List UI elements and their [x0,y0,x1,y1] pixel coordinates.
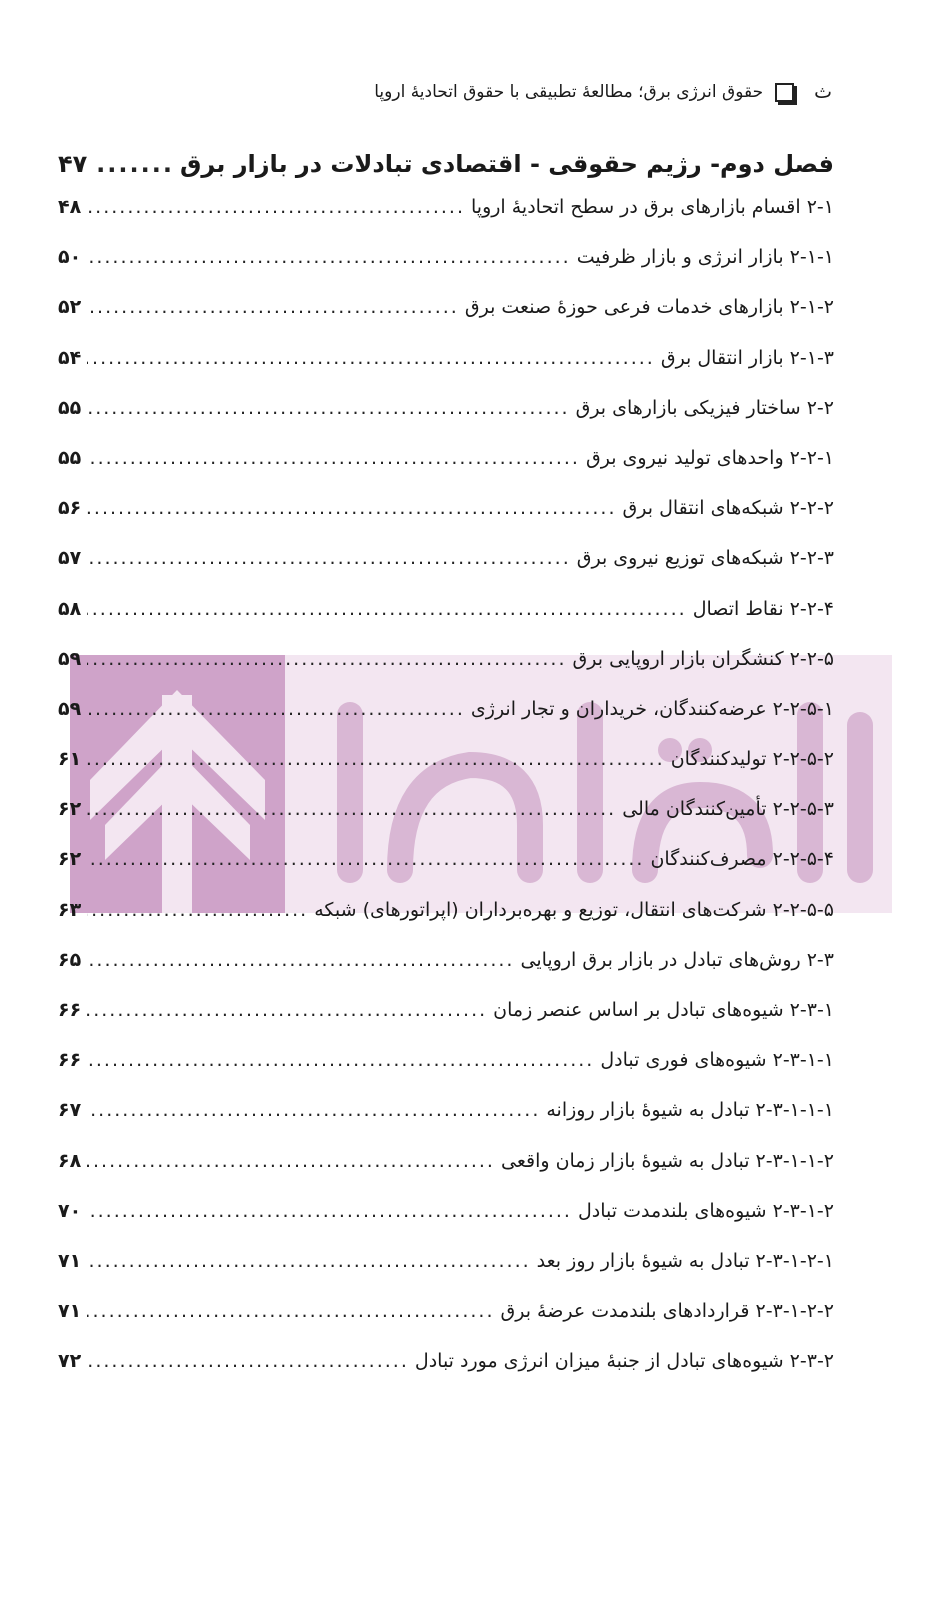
entry-page-number: ۶۸ [58,1149,82,1172]
entry-page-number: ۶۲ [58,848,82,871]
toc-entry [58,798,834,848]
dot-leader [87,497,616,519]
toc-entry [58,648,834,698]
entry-page-number: ۵۵ [58,446,82,469]
entry-title: ۲-۳-۱-۱-۲ تبادل به شیوهٔ بازار زمان واقعی [500,1149,834,1172]
entry-title: ۲-۲-۵-۳ تأمین‌کنندگان مالی [622,798,834,821]
entry-title: ۲-۲-۱ واحدهای تولید نیروی برق [585,446,834,469]
entry-page-number: ۵۵ [58,396,82,419]
square-icon [775,83,794,102]
dot-leader [87,1300,494,1322]
book-title: حقوق انرژی برق؛ مطالعهٔ تطبیقی با حقوق اتحادیهٔ اروپا [374,82,764,102]
toc-entry [58,246,834,296]
dot-leader [87,1049,594,1071]
toc-entry [58,1099,834,1149]
toc-entry [58,397,834,447]
toc-entry [58,1250,834,1300]
dot-leader [87,196,465,218]
toc-entry [58,196,834,246]
dot-leader [87,798,616,820]
entry-title: ۲-۲-۵ کنشگران بازار اروپایی برق [572,647,834,670]
entry-title: ۲-۳-۱-۲-۲ قراردادهای بلندمدت عرضهٔ برق [500,1300,834,1323]
entry-page-number: ۶۵ [58,948,82,971]
entry-title: ۲-۳-۱-۱ شیوه‌های فوری تبادل [600,1049,834,1072]
toc-entry [58,949,834,999]
page-letter: ث [814,81,832,103]
entry-title: ۲-۳ روش‌های تبادل در بازار برق اروپایی [520,948,834,971]
dot-leader [87,698,465,720]
dot-leader [87,1099,540,1121]
entry-page-number: ۶۶ [58,1049,82,1072]
dot-leader [87,447,580,469]
toc-entry [58,1300,834,1350]
dot-leader [87,547,571,569]
toc-entry [58,347,834,397]
entry-page-number: ۶۷ [58,1099,82,1122]
chapter-page-number: ۴۷ [58,150,88,178]
dot-leader [87,949,514,971]
dot-leader [87,347,655,369]
entry-page-number: ۵۰ [58,246,82,269]
entry-title: ۲-۱-۲ بازارهای خدمات فرعی حوزهٔ صنعت برق [464,296,834,319]
entry-title: ۲-۲-۵-۱ عرضه‌کنندگان، خریداران و تجار انرژی [470,697,834,720]
entry-title: ۲-۳-۲ شیوه‌های تبادل از جنبهٔ میزان انرژی مورد تبادل [414,1350,834,1373]
entry-page-number: ۶۲ [58,798,82,821]
dot-leader [87,899,308,921]
entry-title: ۲-۲ ساختار فیزیکی بازارهای برق [575,396,834,419]
entry-title: ۲-۲-۳ شبکه‌های توزیع نیروی برق [576,547,834,570]
entry-title: ۲-۱-۱ بازار انرژی و بازار ظرفیت [576,246,834,269]
dot-leader [87,598,686,620]
entry-title: ۲-۲-۵-۵ شرکت‌های انتقال، توزیع و بهره‌برداران (اپراتورهای) شبکه [314,898,834,921]
entry-page-number: ۵۸ [58,597,82,620]
dot-leader [93,150,174,178]
entry-page-number: ۵۹ [58,647,82,670]
entry-title: ۲-۱ اقسام بازارهای برق در سطح اتحادیهٔ اروپا [471,196,834,218]
entry-page-number: ۷۰ [58,1199,82,1222]
toc-entry [58,296,834,346]
toc-entry [58,447,834,497]
entry-page-number: ۵۴ [58,346,82,369]
dot-leader [87,246,571,268]
toc-entry [58,1200,834,1250]
entry-title: ۲-۲-۵-۲ تولیدکنندگان [670,748,834,771]
entry-page-number: ۷۲ [58,1350,82,1373]
entry-title: ۲-۲-۲ شبکه‌های انتقال برق [622,497,834,520]
toc-entry [58,1350,834,1400]
entry-title: ۲-۲-۴ نقاط اتصال [692,597,834,620]
toc-entry [58,598,834,648]
entry-page-number: ۷۱ [58,1300,82,1323]
toc-entry [58,848,834,898]
entry-title: ۲-۳-۱-۲ شیوه‌های بلندمدت تبادل [577,1199,834,1222]
toc-entry [58,1049,834,1099]
entry-page-number: ۵۹ [58,697,82,720]
entry-title: ۲-۳-۱-۲-۱ تبادل به شیوهٔ بازار روز بعد [536,1249,834,1272]
entry-page-number: ۶۳ [58,898,82,921]
dot-leader [87,1250,530,1272]
dot-leader [87,748,664,770]
toc-entry [58,497,834,547]
toc-entry [58,748,834,798]
dot-leader [87,1150,495,1172]
entry-page-number: ۶۶ [58,999,82,1021]
toc-entry [58,698,834,748]
dot-leader [87,296,459,318]
entry-page-number: ۴۸ [58,196,82,218]
chapter-title: فصل دوم- رژیم حقوقی - اقتصادی تبادلات در بازار برق [179,150,834,178]
toc-entry [58,999,834,1049]
entry-page-number: ۶۱ [58,748,82,771]
dot-leader [87,648,566,670]
entry-title: ۲-۳-۱ شیوه‌های تبادل بر اساس عنصر زمان [493,999,834,1021]
entry-page-number: ۵۶ [58,497,82,520]
dot-leader [87,1200,572,1222]
dot-leader [87,1350,409,1372]
entry-title: ۲-۲-۵-۴ مصرف‌کنندگان [650,848,834,871]
dot-leader [87,848,644,870]
toc-entry [58,547,834,597]
chapter-heading [58,150,834,190]
entry-title: ۲-۳-۱-۱-۱ تبادل به شیوهٔ بازار روزانه [546,1099,834,1122]
entry-page-number: ۷۱ [58,1249,82,1272]
table-of-contents [58,150,834,1401]
dot-leader [87,397,569,419]
entry-page-number: ۵۲ [58,296,82,319]
dot-leader [87,999,487,1021]
entry-title: ۲-۱-۳ بازار انتقال برق [660,346,834,369]
running-header [374,78,832,106]
entry-page-number: ۵۷ [58,547,82,570]
toc-entry [58,1150,834,1200]
toc-entry [58,899,834,949]
